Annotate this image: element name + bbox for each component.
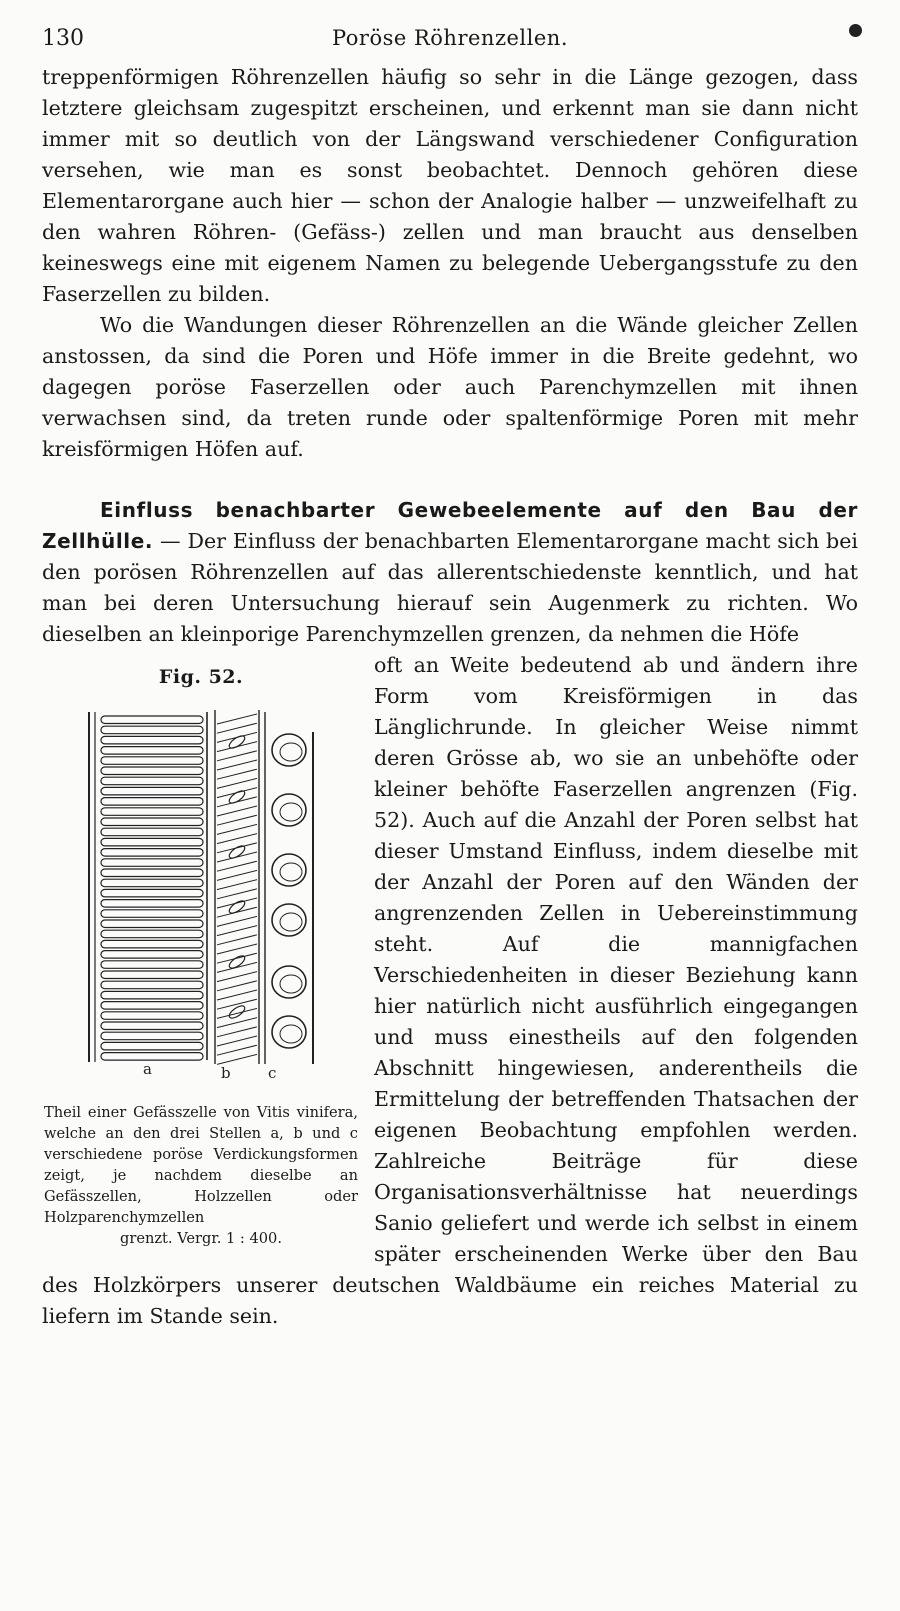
- figure-drawing: [81, 702, 321, 1082]
- pore-a: [101, 940, 203, 948]
- section-paragraph: [42, 495, 858, 650]
- hatch-b: [217, 815, 257, 825]
- pore-a: [101, 767, 203, 775]
- pore-a: [101, 747, 203, 755]
- pore-a: [101, 808, 203, 816]
- page: [42, 22, 858, 1332]
- pore-a: [101, 991, 203, 999]
- hatch-b: [217, 751, 257, 761]
- round-pore-c-inner: [280, 975, 302, 993]
- hatch-b: [217, 953, 257, 963]
- hatch-b: [217, 1054, 257, 1064]
- section-body-beside-figure: oft an Weite bedeutend ab und ändern ihre Form vom Kreisförmigen in das Länglichrunde. In gleicher Weise nimmt deren Grösse ab, wo sie an unbehöfte oder kleiner behöfte Faserzellen angrenzen (Fig. 52). Auch auf die Anzahl der Poren selbst hat dieser Umstand Einfluss, indem dieselbe mit der Anzahl der Poren auf den Wänden der angrenzenden Zellen in Uebereinstimmung steht. Auf die mannigfachen Verschiedenheiten in dieser Beziehung kann hier natürlich nicht ausführlich eingegangen und muss einestheils auf den folgenden Abschnitt hingewiesen, anderentheils die Ermittelung der betreffenden Thatsachen der eigenen Beobachtung empfohlen werden. Zahlreiche Beiträge für diese Organisationsverhältnisse hat neuerdings Sanio geliefert und werde ich selbst in einem später erscheinenden Werke über den Bau des Holzkörpers unserer deutschen Waldbäume ein reiches Material zu liefern im Stande sein.: [42, 653, 858, 1328]
- figure-letter-a: a: [143, 1060, 152, 1078]
- hatch-b: [217, 889, 257, 899]
- paragraph-2: Wo die Wandungen dieser Röhrenzellen an die Wände gleicher Zellen anstossen, da sind die Poren und Höfe immer in die Breite gedehnt, wo dagegen poröse Faserzellen oder auch Parenchymzellen mit ihnen verwachsen sind, da treten runde oder spaltenförmige Poren mit mehr kreisförmigen Höfen auf.: [42, 313, 858, 461]
- hatch-b: [217, 926, 257, 936]
- pore-a: [101, 879, 203, 887]
- figure-letter-c: c: [268, 1064, 277, 1082]
- pore-a: [101, 787, 203, 795]
- hatch-b: [217, 1018, 257, 1028]
- running-head: [42, 22, 858, 62]
- figure-caption-text: Theil einer Gefässzelle von Vitis vinifera, welche an den drei Stellen a, b und c verschiedene poröse Verdickungsformen zeigt, je nachdem dieselbe an Gefässzellen, Holzzellen oder Holzparenchymzellen: [44, 1104, 358, 1226]
- round-pore-c-inner: [280, 803, 302, 821]
- pore-a: [101, 1032, 203, 1040]
- section-gap: [42, 465, 858, 495]
- hatch-b: [217, 962, 257, 972]
- pore-a: [101, 828, 203, 836]
- pore-a: [101, 900, 203, 908]
- figure-caption-last: grenzt. Vergr. 1 : 400.: [120, 1230, 282, 1247]
- pore-a: [101, 859, 203, 867]
- pore-a: [101, 869, 203, 877]
- hatch-b: [217, 990, 257, 1000]
- figure-52: [42, 656, 360, 1249]
- slit-pore-b: [227, 844, 246, 861]
- slit-pore-b: [227, 899, 246, 916]
- pore-a: [101, 981, 203, 989]
- hatch-b: [217, 972, 257, 982]
- slit-pore-b: [227, 789, 246, 806]
- slit-pore-b: [227, 734, 246, 751]
- pore-a: [101, 951, 203, 959]
- pore-a: [101, 920, 203, 928]
- figure-letter-b: b: [221, 1064, 231, 1082]
- pore-a: [101, 1042, 203, 1050]
- hatch-b: [217, 870, 257, 880]
- pore-a: [101, 726, 203, 734]
- page-number: 130: [42, 26, 84, 51]
- hatch-b: [217, 760, 257, 770]
- paragraph-1: treppenförmigen Röhrenzellen häufig so sehr in die Länge gezogen, dass letztere gleichsam zugespitzt erscheinen, und erkennt man sie dann nicht immer mit so deutlich von der Längswand verschiedener Configuration versehen, wie man es sonst beobachtet. Dennoch gehören diese Elementarorgane auch hier — schon der Analogie halber — unzweifelhaft zu den wahren Röhren- (Gefäss-) zellen und man braucht aus denselben keineswegs eine mit eigenem Namen zu belegende Uebergangsstufe zu den Faserzellen zu bilden.: [42, 65, 858, 306]
- hatch-b: [217, 806, 257, 816]
- hatch-b: [217, 824, 257, 834]
- pore-a: [101, 930, 203, 938]
- pore-a: [101, 971, 203, 979]
- hatch-b: [217, 916, 257, 926]
- hatch-b: [217, 935, 257, 945]
- hatch-b: [217, 880, 257, 890]
- pore-a: [101, 961, 203, 969]
- hatch-b: [217, 944, 257, 954]
- hatch-b: [217, 1027, 257, 1037]
- pore-a: [101, 1053, 203, 1061]
- hatch-b: [217, 1045, 257, 1055]
- pore-a: [101, 716, 203, 724]
- pore-a: [101, 757, 203, 765]
- round-pore-c-inner: [280, 1025, 302, 1043]
- pore-a: [101, 910, 203, 918]
- figure-caption: [42, 1102, 360, 1249]
- pore-a: [101, 736, 203, 744]
- hatch-b: [217, 723, 257, 733]
- round-pore-c-inner: [280, 863, 302, 881]
- pore-a: [101, 838, 203, 846]
- pore-a: [101, 777, 203, 785]
- hatch-b: [217, 861, 257, 871]
- hatch-b: [217, 981, 257, 991]
- round-pore-c-inner: [280, 743, 302, 761]
- pore-a: [101, 818, 203, 826]
- pore-a: [101, 849, 203, 857]
- pore-a: [101, 1002, 203, 1010]
- running-title: Poröse Röhrenzellen.: [331, 26, 568, 50]
- hatch-b: [217, 778, 257, 788]
- section-heading: Einfluss benachbarter Gewebeelemente auf den Bau der Zellhülle.: [42, 498, 858, 553]
- hatch-b: [217, 769, 257, 779]
- round-pore-c-inner: [280, 913, 302, 931]
- pore-a: [101, 1022, 203, 1030]
- hatch-b: [217, 714, 257, 724]
- pore-a: [101, 798, 203, 806]
- pore-a: [101, 889, 203, 897]
- hatch-b: [217, 1036, 257, 1046]
- ink-spot-icon: [849, 24, 862, 37]
- hatch-b: [217, 834, 257, 844]
- pore-a: [101, 1012, 203, 1020]
- section-body-before-figure: — Der Einfluss der benachbarten Elementarorgane macht sich bei den porösen Röhrenzellen auf das allerentschiedenste kenntlich, und hat man bei deren Untersuchung hierauf sein Augenmerk zu richten. Wo dieselben an kleinporige Parenchymzellen grenzen, da nehmen die Höfe: [42, 529, 859, 646]
- figure-label: Fig. 52.: [158, 666, 244, 688]
